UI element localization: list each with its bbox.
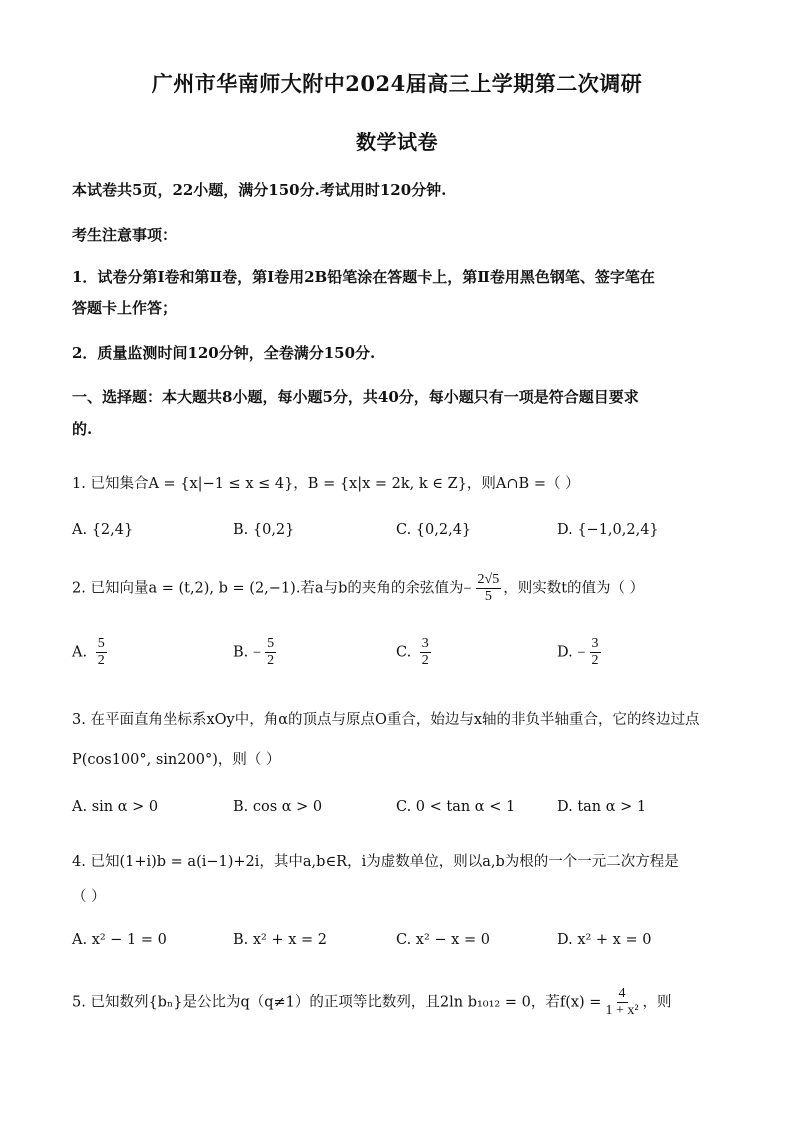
question-3-option-d: D. tan α > 1: [557, 799, 647, 815]
notice-item-1: 1．试卷分第Ⅰ卷和第Ⅱ卷，第Ⅰ卷用2B铅笔涂在答题卡上，第Ⅱ卷用黑色钢笔、签字笔在: [72, 268, 655, 286]
question-2-option-a: [72, 636, 109, 669]
question-2-stem-part2: ，则实数t的值为（ ）: [503, 580, 645, 597]
section-heading-cont: 的.: [72, 420, 93, 438]
option-label: A.: [72, 644, 88, 661]
question-1-option-d: D. {−1,0,2,4}: [557, 522, 659, 538]
option-sign: −: [577, 644, 586, 661]
option-numerator: 5: [97, 636, 105, 651]
question-5-stem-part2: ，则: [642, 994, 672, 1011]
question-4-option-c: C. x² − x = 0: [396, 932, 490, 948]
question-3-option-a: A. sin α > 0: [72, 799, 159, 815]
section-heading: 一、选择题：本大题共8小题，每小题5分，共40分，每小题只有一项是符合题目要求: [72, 388, 639, 406]
question-5-denominator: 1 + x²: [605, 1003, 639, 1018]
question-2-cos-denominator: 5: [484, 589, 492, 604]
question-4-stem-cont: （ ）: [72, 889, 106, 905]
option-fraction: [420, 636, 431, 669]
option-label: D.: [557, 644, 573, 661]
question-5-numerator: 4: [618, 986, 626, 1001]
option-denominator: 2: [591, 653, 599, 668]
notice-item-2: 2．质量监测时间120分钟，全卷满分150分.: [72, 344, 376, 362]
option-denominator: 2: [97, 653, 105, 668]
notice-item-1-cont: 答题卡上作答；: [72, 299, 178, 317]
question-2-option-c: [396, 636, 433, 669]
exam-title: 广州市华南师大附中2024届高三上学期第二次调研: [151, 71, 643, 96]
option-denominator: 2: [267, 653, 275, 668]
question-3-stem: 3. 在平面直角坐标系xOy中，角α的顶点与原点O重合，始边与x轴的非负半轴重合，它的终边过点: [72, 712, 700, 728]
question-5-stem: [72, 986, 672, 1019]
exam-subtitle: 数学试卷: [356, 130, 438, 154]
question-2-minus-sign: −: [463, 580, 472, 597]
option-label: C.: [396, 644, 412, 661]
notice-heading: 考生注意事项：: [72, 226, 178, 244]
question-4-option-b: B. x² + x = 2: [233, 932, 328, 948]
option-numerator: 3: [591, 636, 599, 651]
option-numerator: 5: [267, 636, 275, 651]
option-fraction: [590, 636, 601, 669]
question-3-stem-cont: P(cos100°, sin200°)，则（ ）: [72, 752, 281, 768]
question-4-stem: 4. 已知(1+i)b = a(i−1)+2i，其中a,b∈R，i为虚数单位，则以a,b为根的一个一元二次方程是: [72, 854, 679, 870]
question-3-option-b: B. cos α > 0: [233, 799, 323, 815]
option-fraction: [96, 636, 107, 669]
question-2-stem-part1: 2. 已知向量a = (t,2), b = (2,−1).若a与b的夹角的余弦值为: [72, 580, 464, 597]
option-fraction: [265, 636, 276, 669]
question-4-option-d: D. x² + x = 0: [557, 932, 652, 948]
option-label: B.: [233, 644, 249, 661]
question-2-cos-fraction: [476, 572, 502, 605]
question-1-option-b: B. {0,2}: [233, 522, 295, 538]
question-1-stem: 1. 已知集合A = {x|−1 ≤ x ≤ 4}，B = {x|x = 2k, k ∈ Z}，则A∩B =（ ）: [72, 476, 580, 492]
option-numerator: 3: [421, 636, 429, 651]
question-5-function-fraction: [603, 986, 640, 1019]
option-denominator: 2: [421, 653, 429, 668]
option-sign: −: [252, 644, 262, 661]
question-3-option-c: C. 0 < tan α < 1: [396, 799, 516, 815]
question-4-option-a: A. x² − 1 = 0: [72, 932, 167, 948]
question-2-stem: [72, 572, 644, 605]
question-1-option-a: A. {2,4}: [72, 522, 134, 538]
question-2-cos-numerator: 2√5: [477, 572, 500, 587]
exam-summary: 本试卷共5页，22小题，满分150分.考试用时120分钟.: [72, 181, 447, 199]
question-5-stem-part1: 5. 已知数列{bₙ}是公比为q（q≠1）的正项等比数列，且2ln b₁₀₁₂ = 0，若f(x) =: [72, 994, 602, 1011]
question-2-option-d: [557, 636, 603, 669]
question-1-option-c: C. {0,2,4}: [396, 522, 472, 538]
question-2-option-b: [233, 636, 278, 669]
